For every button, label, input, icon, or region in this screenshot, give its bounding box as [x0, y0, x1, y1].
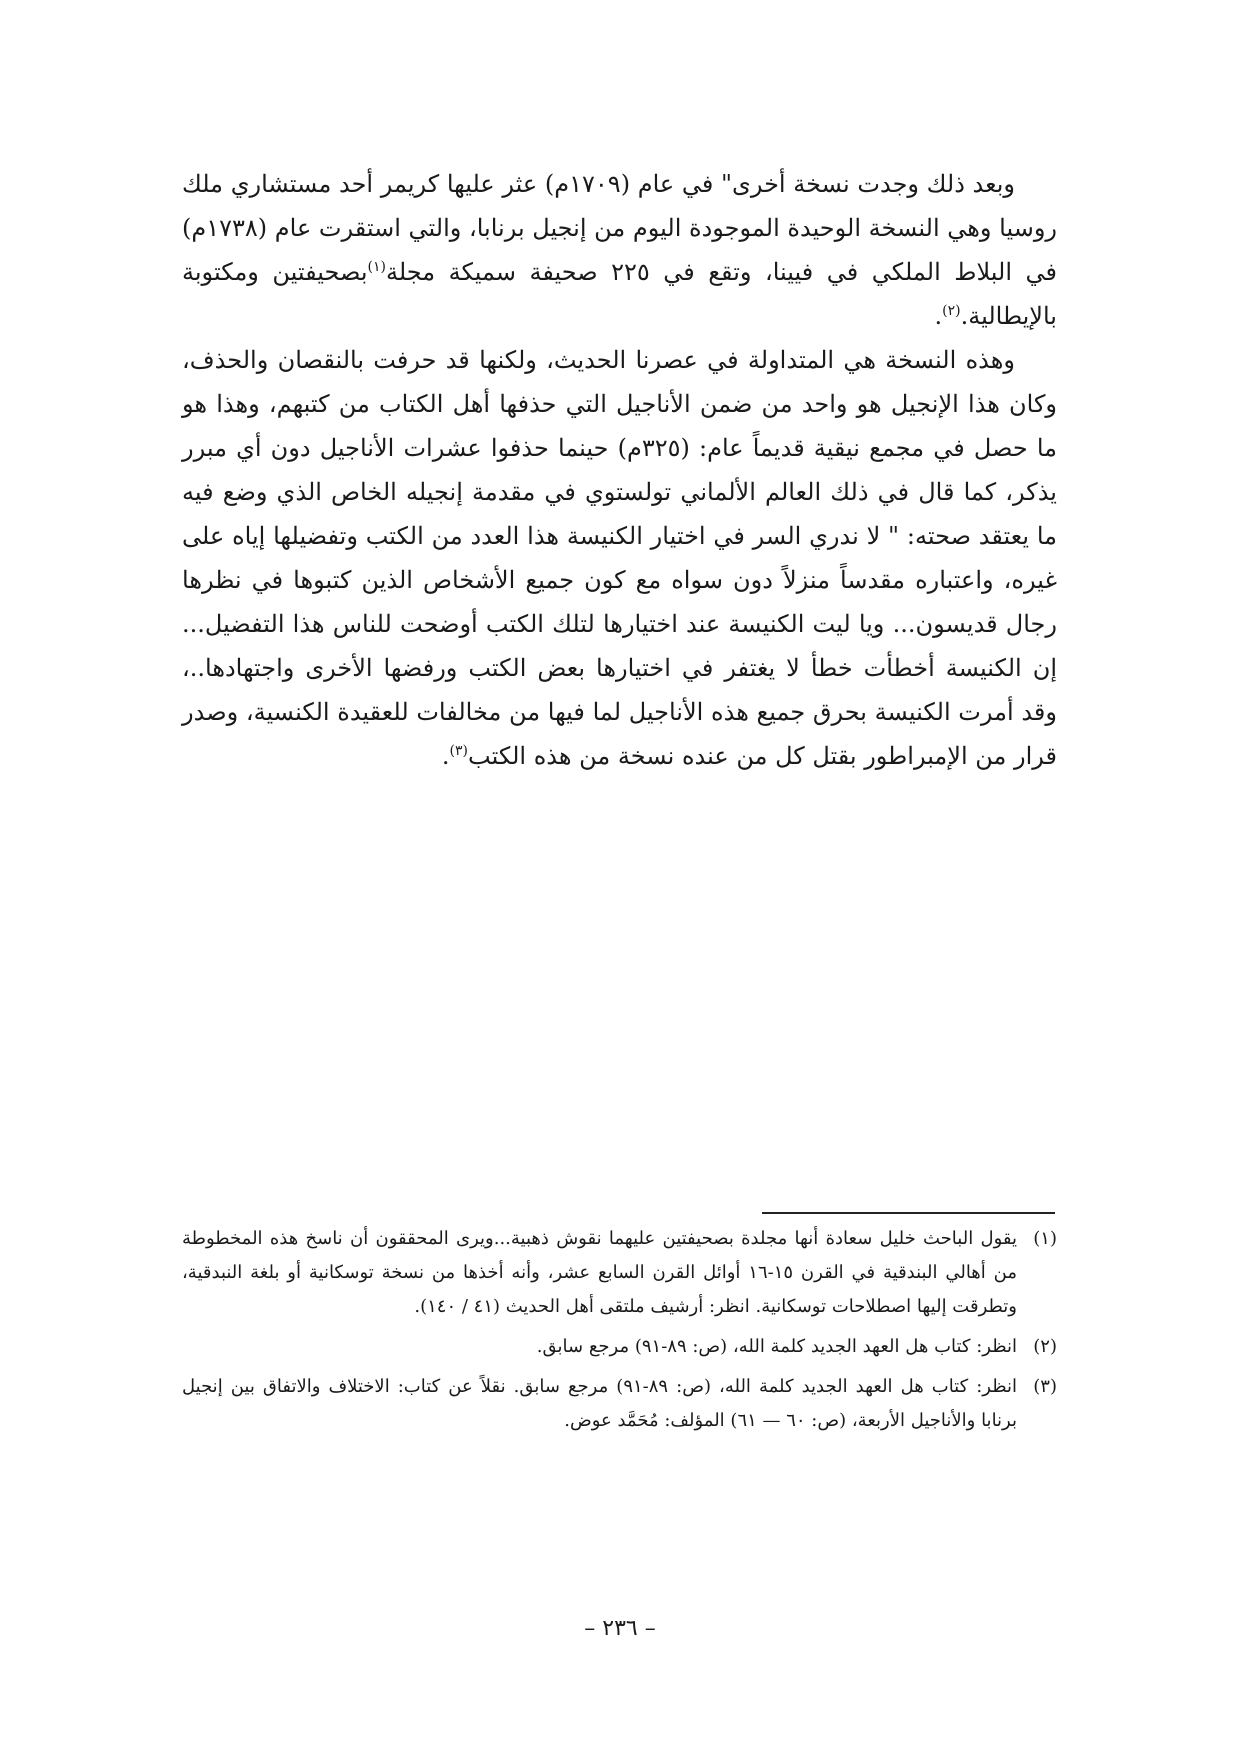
footnote-2-text: انظر: كتاب هل العهد الجديد كلمة الله، (ص: ٨٩-٩١) مرجع سابق.: [536, 1336, 1017, 1357]
footnote-separator: [762, 1212, 1055, 1214]
footnote-1: [182, 1222, 1057, 1324]
footnote-3-text: انظر: كتاب هل العهد الجديد كلمة الله، (ص: ٨٩-٩١) مرجع سابق. نقلاً عن كتاب: الاختلاف والاتفاق بين إنجيل برنابا والأناجيل الأربعة، (ص: ٦٠ — ٦١) المؤلف: مُحَمَّد عوض.: [182, 1376, 1017, 1431]
page-number: – ٢٣٦ –: [584, 1616, 656, 1641]
footnote-1-number: (١): [1033, 1228, 1057, 1249]
footnote-2: [182, 1330, 1057, 1364]
paragraph-1: [182, 162, 1057, 338]
footnote-1-text: يقول الباحث خليل سعادة أنها مجلدة بصحيفتين عليهما نقوش ذهبية...ويرى المحققون أن ناسخ هذه المخطوطة من أهالي البندقية في القرن ١٥-١٦ أوائل القرن السابع عشر، وأنه أخذها من نسخة توسكانية أو بلغة النبدقية، وتطرقت إليها اصطلاحات توسكانية. انظر: أرشيف ملتقى أهل الحديث (٤١ / ١٤٠).: [182, 1228, 1017, 1317]
footnote-2-number: (٢): [1033, 1336, 1057, 1357]
main-text: [182, 162, 1057, 778]
paragraph-1-text-part-3: .: [934, 302, 943, 330]
footnote-ref-3: (٣): [449, 743, 469, 759]
paragraph-1-text-part-2: بصحيفتين ومكتوبة بالإيطالية.: [182, 258, 1057, 330]
paragraph-2-text-part-1: وهذه النسخة هي المتداولة في عصرنا الحديث، ولكنها قد حرفت بالنقصان والحذف، وكان هذا الإنجيل هو واحد من ضمن الأناجيل التي حذفها أهل الكتاب من كتبهم، وهذا هو ما حصل في مجمع نيقية قديماً عام: (٣٢٥م) حينما حذفوا عشرات الأناجيل دون أي مبرر يذكر، كما قال في ذلك العالم الألماني تولستوي في مقدمة إنجيله الخاص الذي وضع فيه ما يعتقد صحته: " لا ندري السر في اختيار الكنيسة هذا العدد من الكتب وتفضيلها إياه على غيره، واعتباره مقدساً منزلاً دون سواه مع كون جميع الأشخاص الذين كتبوها في نظرها رجال قديسون... ويا ليت الكنيسة عند اختيارها لتلك الكتب أوضحت للناس هذا التفضيل... إن الكنيسة أخطأت خطأ لا يغتفر في اختيارها بعض الكتب ورفضها الأخرى واجتهادها..، وقد أمرت الكنيسة بحرق جميع هذه الأناجيل لما فيها من مخالفات للعقيدة الكنسية، وصدر قرار من الإمبراطور بقتل كل من عنده نسخة من هذه الكتب: [182, 346, 1058, 770]
footnote-3: [182, 1370, 1057, 1438]
footnotes: [182, 1222, 1057, 1444]
footnote-ref-1: (١): [367, 259, 386, 275]
paragraph-2-text-part-2: .: [441, 742, 450, 770]
footnote-ref-2: (٢): [942, 303, 961, 319]
paragraph-1-text-part-1: وبعد ذلك وجدت نسخة أخرى" في عام (١٧٠٩م) عثر عليها كريمر أحد مستشاري ملك روسيا وهي النسخة الوحيدة الموجودة اليوم من إنجيل برنابا، والتي استقرت عام (١٧٣٨م) في البلاط الملكي في فيينا، وتقع في ٢٢٥ صحيفة سميكة مجلة: [182, 170, 1057, 286]
paragraph-2: [182, 338, 1057, 778]
footnote-3-number: (٣): [1033, 1376, 1057, 1397]
